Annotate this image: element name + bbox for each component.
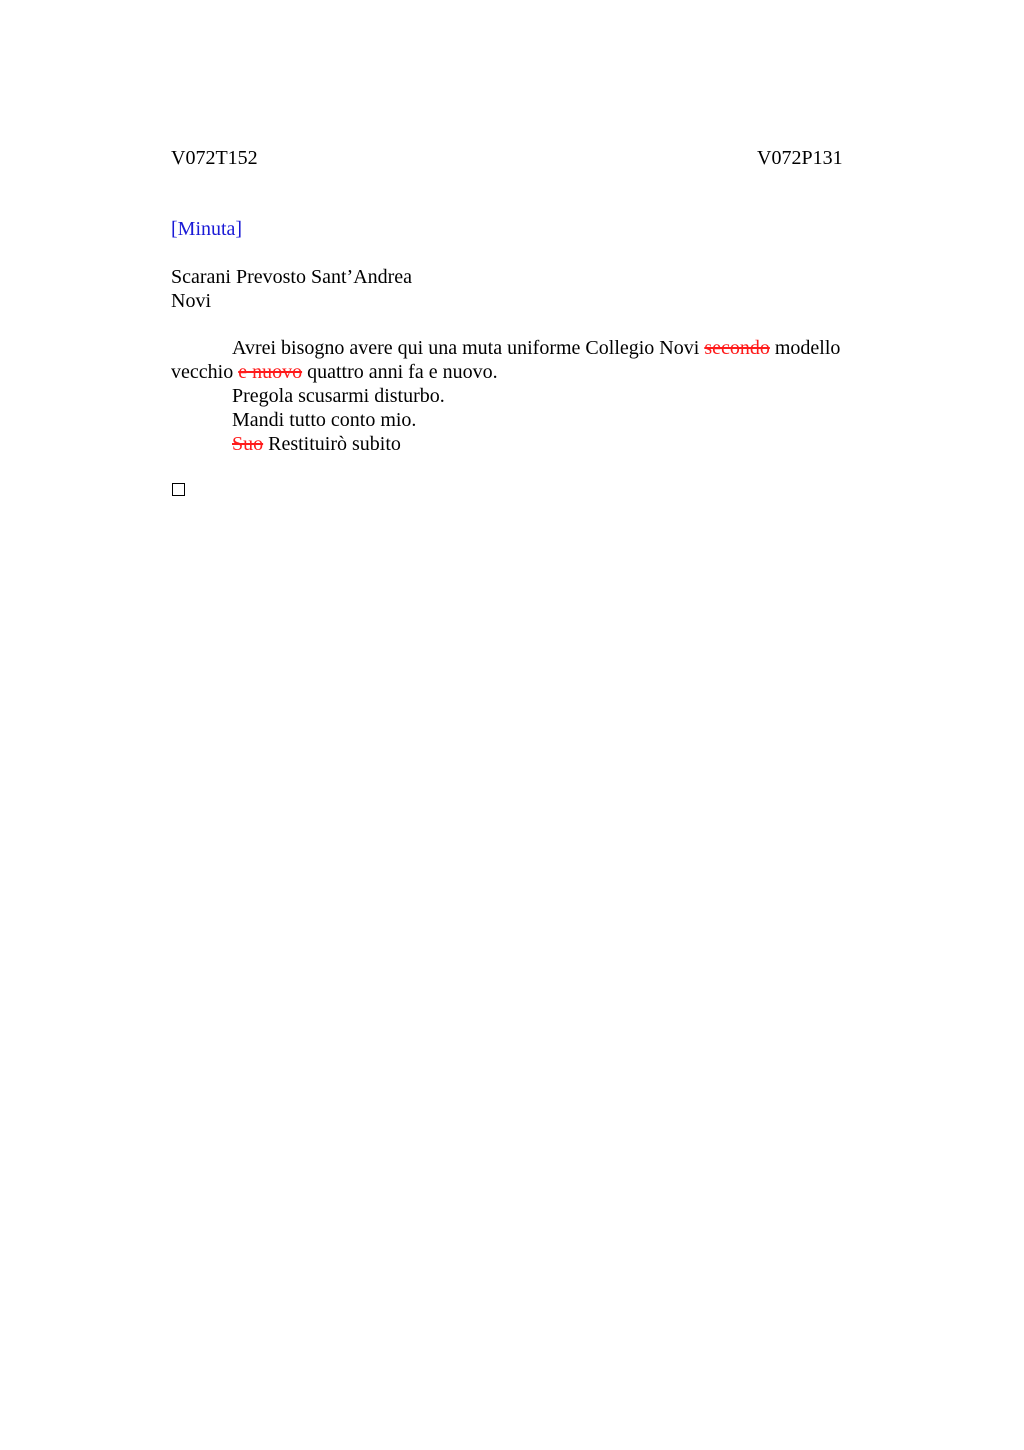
deleted-text: Suo xyxy=(232,433,264,455)
paragraph-1-line-2 xyxy=(171,360,871,384)
deleted-text: secondo xyxy=(704,337,770,359)
recipient-name: Scarani Prevosto Sant’Andrea xyxy=(171,266,413,288)
recipient-block xyxy=(171,265,412,313)
paragraph-3: Mandi tutto conto mio. xyxy=(232,409,417,431)
minuta-note: [Minuta] xyxy=(171,218,243,240)
paragraph-1-line-1 xyxy=(171,336,871,360)
end-box-icon xyxy=(172,483,185,496)
paragraph-2: Pregola scusarmi disturbo. xyxy=(232,385,445,407)
text-segment: Restituirò subito xyxy=(263,433,401,455)
text-segment: Avrei bisogno avere qui una muta uniforme Collegio Novi xyxy=(232,337,705,359)
text-segment: vecchio xyxy=(171,361,239,383)
document-code-left: V072T152 xyxy=(171,147,258,169)
text-segment: modello xyxy=(769,337,841,359)
deleted-text: e nuovo xyxy=(238,361,303,383)
document-code-right: V072P131 xyxy=(757,147,843,169)
recipient-place: Novi xyxy=(171,290,211,312)
letter-body xyxy=(171,336,871,456)
paragraph-4 xyxy=(171,432,871,456)
text-segment: quattro anni fa e nuovo. xyxy=(302,361,498,383)
